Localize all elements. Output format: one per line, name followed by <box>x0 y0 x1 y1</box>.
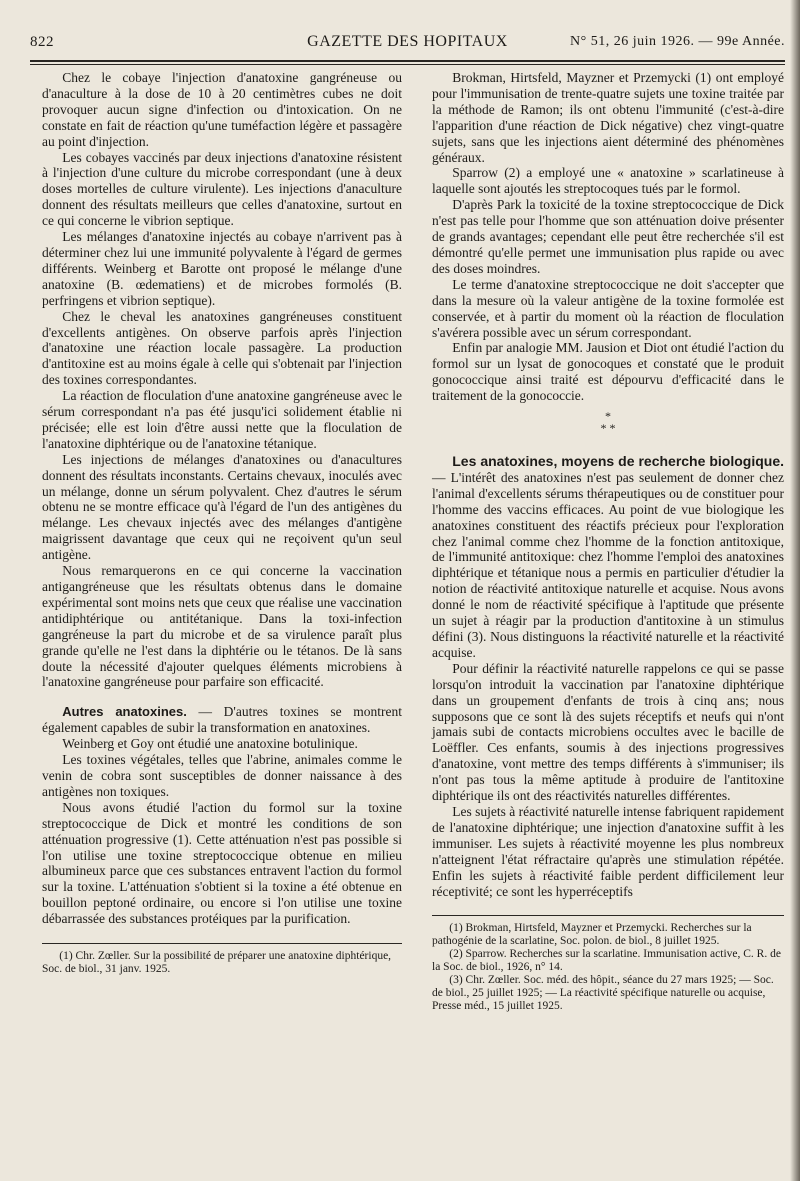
page-number: 822 <box>30 34 54 50</box>
paragraph: Pour définir la réactivité naturelle rappelons ce qui se passe lorsqu'on introduit la vaccination par l'anatoxine diphtérique dans un groupement d'enfants de trois à cinq ans; nous supposons que ce sont là des sujets réceptifs et neufs qui n'ont jamais subi de contacts microbiens occultes avec le bacille de Loëffler. Ces enfants, soumis à des injections progressives d'anatoxine, vont mettre des temps différents à s'immuniser; ils n'ont pas tous la même aptitude à produire de l'antitoxine diphtérique ils ont des réactivités naturelles différentes. <box>432 660 784 804</box>
paragraph: Le terme d'anatoxine streptococcique ne doit s'accepter que dans la mesure où la valeur antigène de la toxine formolée est conservée, et à partir du moment où la réaction de floculation s'avérera possible avec un sérum correspondant. <box>432 276 784 340</box>
journal-title: GAZETTE DES HOPITAUX <box>307 33 508 50</box>
paragraph: Les sujets à réactivité naturelle intense fabriquent rapidement de l'anatoxine diphtérique; une injection d'anatoxine suffit à les immuniser. Les sujets à réactivité moyenne les plus nombreux n'atteignent l'état réfractaire qu'après une stimulation répétée. Enfin les sujets à réactivité faible perdent difficilement leur réceptivité; ce sont les hyperréceptifs <box>432 803 784 899</box>
section-heading: Autres anatoxines. <box>62 704 187 720</box>
paragraph: Les toxines végétales, telles que l'abrine, animales comme le venin de cobra sont susceptibles de donner naissance à des antigènes non toxiques. <box>42 752 402 799</box>
paragraph: Les cobayes vaccinés par deux injections d'anatoxine résistent à l'injection d'une culture du microbe correspondant (une à deux doses mortelles de culture virulente). Les injections d'anaculture donnent des résultats meilleurs que celles d'anatoxine, surtout en ce qui concerne le vibrion septique. <box>42 149 402 229</box>
header-rule <box>30 60 785 62</box>
section-paragraph <box>432 454 784 661</box>
left-column <box>42 70 402 976</box>
section-lead: — L'intérêt des anatoxines n'est pas seulement de donner chez l'animal d'excellents sérums thérapeutiques ou de constituer pour l'homme des vaccins efficaces. Au point de vue biologique les anatoxines constituent des réactifs précieux pour l'exploration chez l'animal comme chez l'homme de la fonction antitoxique, de l'immunité antitoxique: chez l'homme l'emploi des anatoxines diphtérique et tétanique nous a permis en particulier d'étudier la notion de réactivité antitoxique naturelle et acquise. Nous avons donné le nom de réactivité spécifique à l'aptitude que présente un sujet à réagir par la production d'antitoxine à un stimulus défini (3). Nous distinguons la réactivité naturelle et la réactivité acquise. <box>432 469 784 660</box>
issue-line: N° 51, 26 juin 1926. — 99e Année. <box>570 34 785 49</box>
footnote: (1) Chr. Zœller. Sur la possibilité de préparer une anatoxine diphtérique, Soc. de biol., 31 janv. 1925. <box>42 950 392 976</box>
footnote: (1) Brokman, Hirtsfeld, Mayzner et Przemycki. Recherches sur la pathogénie de la scarlatine, Soc. polon. de biol., 8 juillet 1925. <box>432 922 752 948</box>
paragraph: Weinberg et Goy ont étudié une anatoxine botulinique. <box>62 736 358 752</box>
section-paragraph <box>42 704 402 736</box>
right-column <box>432 70 784 1013</box>
page-edge-shadow <box>790 0 800 1181</box>
paragraph: Nous remarquerons en ce qui concerne la vaccination antigangréneuse que les résultats obtenus dans le domaine expérimental sont moins nets que ceux que réalise une vaccination antidiphtérique ou antitétanique. Dans la toxi-infection gangréneuse la part du microbe et de sa virulence paraît plus grande qu'elle ne l'est dans la diphtérie ou le tétanos. De là sans doute la nécessité d'ajouter quelques éléments microbiens à l'anatoxine gangréneuse pour parfaire son efficacité. <box>42 563 402 690</box>
asterism: * * * <box>600 409 616 436</box>
paragraph: Brokman, Hirtsfeld, Mayzner et Przemycki (1) ont employé pour l'immunisation de trente-quatre sujets une toxine traitée par la méthode de Ramon; ils ont obtenu l'immunité (c'est-à-dire l'apparition d'une réaction de Dick négative) chez vingt-quatre sujets, sans que les injections aient déterminé des phénomènes généraux. <box>432 70 784 165</box>
header-rule-thin <box>30 64 785 65</box>
paragraph: Les mélanges d'anatoxine injectés au cobaye n'arrivent pas à déterminer chez lui une immunité polyvalente à l'égard de germes différents. Weinberg et Barotte ont proposé le mélange d'une anatoxine (B. œdematiens) et de microbes formolés (B. perfringens et vibrion septique). <box>42 229 402 308</box>
footnote-rule <box>432 915 784 916</box>
footnote-rule <box>42 943 402 944</box>
paragraph: Les injections de mélanges d'anatoxines ou d'anacultures donnent des résultats inconstants. Certains chevaux, inoculés avec un mélange, donne un sérum polyvalent. Chez d'autres le sérum obtenu ne se montre efficace qu'à l'égard de l'un des antigènes du mélange. Les chevaux injectés avec des mélanges d'antigène maigrissent davantage que ceux qui ne reçoivent qu'un seul antigène. <box>42 451 402 563</box>
paragraph: Chez le cheval les anatoxines gangréneuses constituent d'excellents antigènes. On observe parfois après l'injection d'anatoxine une réaction locale passagère. La production d'antitoxine est au moins égale à celle qui s'obtenait par l'injection des toxines correspondantes. <box>42 308 402 388</box>
spacer <box>42 690 402 704</box>
paragraph: Sparrow (2) a employé une « anatoxine » scarlatineuse à laquelle sont ajoutés les streptocoques tués par le formol. <box>432 165 784 197</box>
section-heading: Les anatoxines, moyens de recherche biologique. <box>452 453 784 470</box>
paragraph: Enfin par analogie MM. Jausion et Diot ont étudié l'action du formol sur un lysat de gonocoques et constaté que le produit gonococcique ainsi traité est dépourvu d'efficacité dans le traitement de la gonococcie. <box>432 340 784 404</box>
footnote: (3) Chr. Zœller. Soc. méd. des hôpit., séance du 27 mars 1925; — Soc. de biol., 25 juillet 1925; — La réactivité spécifique naturelle ou acquise, Presse méd., 15 juillet 1925. <box>432 974 774 1013</box>
section-lead: — D'autres toxines se montrent également capables de subir la transformation en anatoxines. <box>42 704 402 736</box>
paragraph: La réaction de floculation d'une anatoxine gangréneuse avec le sérum correspondant n'a pas été jusqu'ici solidement établie ni précisée; elle est loin d'être aussi nette que la floculation de l'anatoxine diphtérique ou de l'anatoxine tétanique. <box>42 388 402 451</box>
paragraph: D'après Park la toxicité de la toxine streptococcique de Dick n'est pas telle pour l'homme que son atténuation doive présenter de grands avantages; cependant elle peut être recherchée s'il est démontré qu'elle permet une immunisation plus rapide ou avec des doses moindres. <box>432 197 784 276</box>
page-header <box>30 30 785 58</box>
footnote: (2) Sparrow. Recherches sur la scarlatine. Immunisation active, C. R. de la Soc. de biol., 1926, n° 14. <box>432 948 781 974</box>
paragraph: Chez le cobaye l'injection d'anatoxine gangréneuse ou d'anaculture à la dose de 10 à 20 centimètres cubes ne doit provoquer aucun signe d'infection ou d'intoxication. On ne constate en fait de réaction qu'une tuméfaction légère et passagère au point d'injection. <box>42 70 402 149</box>
paragraph: Nous avons étudié l'action du formol sur la toxine streptococcique de Dick et montré les conditions de son atténuation progressive (1). Cette atténuation n'est pas possible si l'on utilise une toxine streptococcique obtenue en milieu albumineux parce que ces substances entravent l'action du formol sur la toxine. L'atténuation s'obtient si la toxine a été obtenue en bouillon peptoné ordinaire, ou encore si l'on utilise une toxine débarrassée des substances protéiques par la purification. <box>42 799 402 927</box>
